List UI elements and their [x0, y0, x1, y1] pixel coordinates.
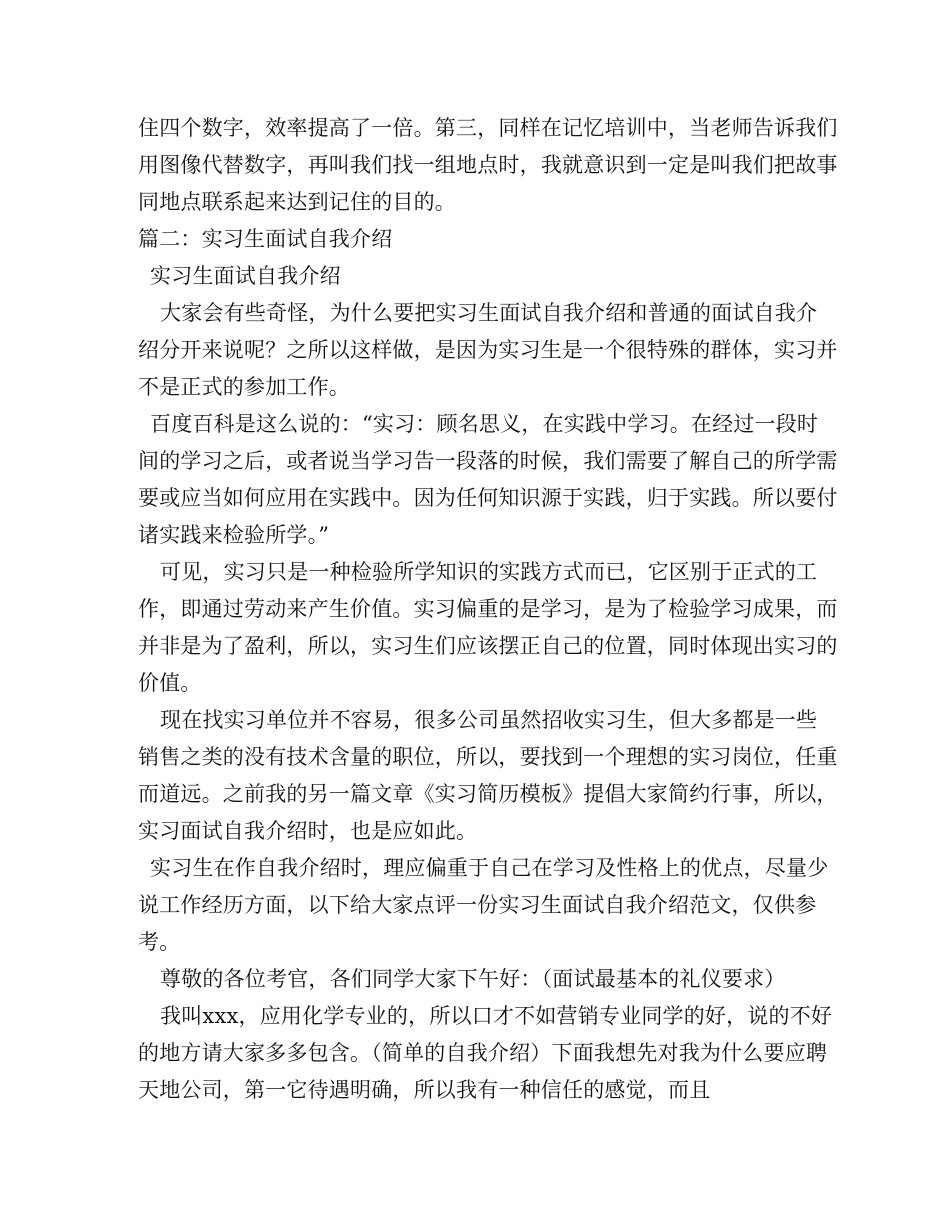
paragraph: 可见，实习只是一种检验所学知识的实践方式而已，它区别于正式的工作，即通过劳动来产生价值。实习偏重的是学习，是为了检验学习成果，而并非是为了盈利，所以，实习生们应该摆正自己的位置，同时体现出实习的价值。: [138, 560, 838, 695]
paragraph-continuation: 住四个数字，效率提高了一倍。第三，同样在记忆培训中，当老师告诉我们用图像代替数字，再叫我们找一组地点时，我就意识到一定是叫我们把故事同地点联系起来达到记住的目的。: [138, 116, 838, 214]
section-heading: 篇二：实习生面试自我介绍: [138, 227, 393, 251]
paragraph: 实习生在作自我介绍时，理应偏重于自己在学习及性格上的优点，尽量少说工作经历方面，以下给大家点评一份实习生面试自我介绍范文，仅供参考。: [138, 856, 829, 954]
article-title: 实习生面试自我介绍: [150, 264, 341, 288]
paragraph-quote: 百度百科是这么说的：“实习：顾名思义，在实践中学习。在经过一段时间的学习之后，或者说当学习告一段落的时候，我们需要了解自己的所学需要或应当如何应用在实践中。因为任何知识源于实践，归于实践。所以要付诸实践来检验所学。”: [138, 412, 838, 547]
paragraph: 现在找实习单位并不容易，很多公司虽然招收实习生，但大多都是一些销售之类的没有技术含量的职位，所以，要找到一个理想的实习岗位，任重而道远。之前我的另一篇文章《实习简历模板》提倡大家简约行事，所以，实习面试自我介绍时，也是应如此。: [138, 708, 838, 843]
document-body: [138, 110, 838, 1109]
paragraph: 我叫xxx，应用化学专业的，所以口才不如营销专业同学的好，说的不好的地方请大家多多包含。（简单的自我介绍）下面我想先对我为什么要应聘天地公司，第一它待遇明确，所以我有一种信任的感觉，而且: [138, 1004, 833, 1102]
paragraph: 大家会有些奇怪，为什么要把实习生面试自我介绍和普通的面试自我介绍分开来说呢？之所以这样做，是因为实习生是一个很特殊的群体，实习并不是正式的参加工作。: [138, 301, 838, 399]
paragraph-greeting: 尊敬的各位考官，各们同学大家下午好：（面试最基本的礼仪要求）: [160, 967, 786, 991]
